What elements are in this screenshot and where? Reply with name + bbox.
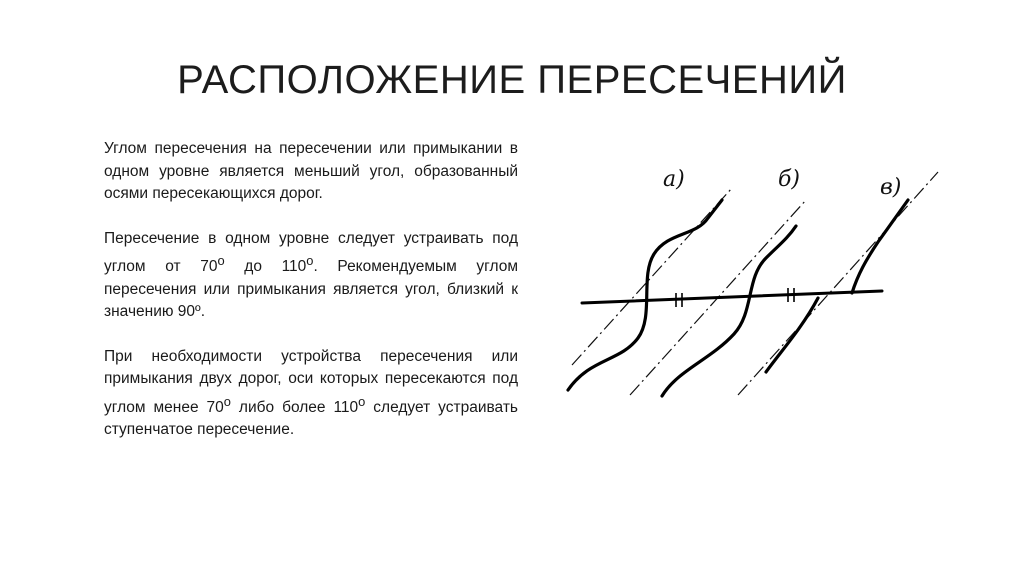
degree-mark: о	[306, 253, 314, 268]
paragraph-angle-range	[104, 228, 518, 324]
paragraph-staggered-intersection	[104, 346, 518, 442]
text-run: либо более 110	[230, 398, 359, 416]
degree-mark: о	[358, 393, 366, 409]
degree-mark: о	[223, 393, 231, 409]
axis-line-v	[738, 172, 938, 395]
intersection-diagram	[560, 150, 950, 410]
label-variant-b: б)	[778, 167, 801, 192]
text-run: Пересечение в одном уровне следует устраивать под углом от 70	[104, 229, 518, 276]
road-variant-b	[662, 226, 796, 396]
degree-mark: о	[217, 253, 225, 268]
text-run: до 110	[224, 258, 307, 276]
main-road	[582, 291, 882, 303]
paragraph-angle-definition: Углом пересечения на пересечении или примыкании в одном уровне является меньший угол, образованный осями пересекающихся дорог.	[104, 140, 518, 202]
slide-title: РАСПОЛОЖЕНИЕ ПЕРЕСЕЧЕНИЙ	[177, 58, 847, 102]
road-variant-v-upper	[852, 200, 908, 293]
label-variant-v: в)	[880, 175, 902, 200]
text-run: . Рекомендуемым углом пересечения или примыкания является угол, близкий к значению 90º.	[104, 258, 518, 321]
text-run: При необходимости устройства пересечения или примыкания двух дорог, оси которых пересекаются под углом менее 70	[104, 347, 518, 416]
text-block	[104, 138, 518, 464]
text-run: следует устраивать ступенчатое пересечение.	[104, 398, 518, 439]
axis-line-a	[572, 188, 732, 365]
label-variant-a: а)	[663, 167, 685, 192]
